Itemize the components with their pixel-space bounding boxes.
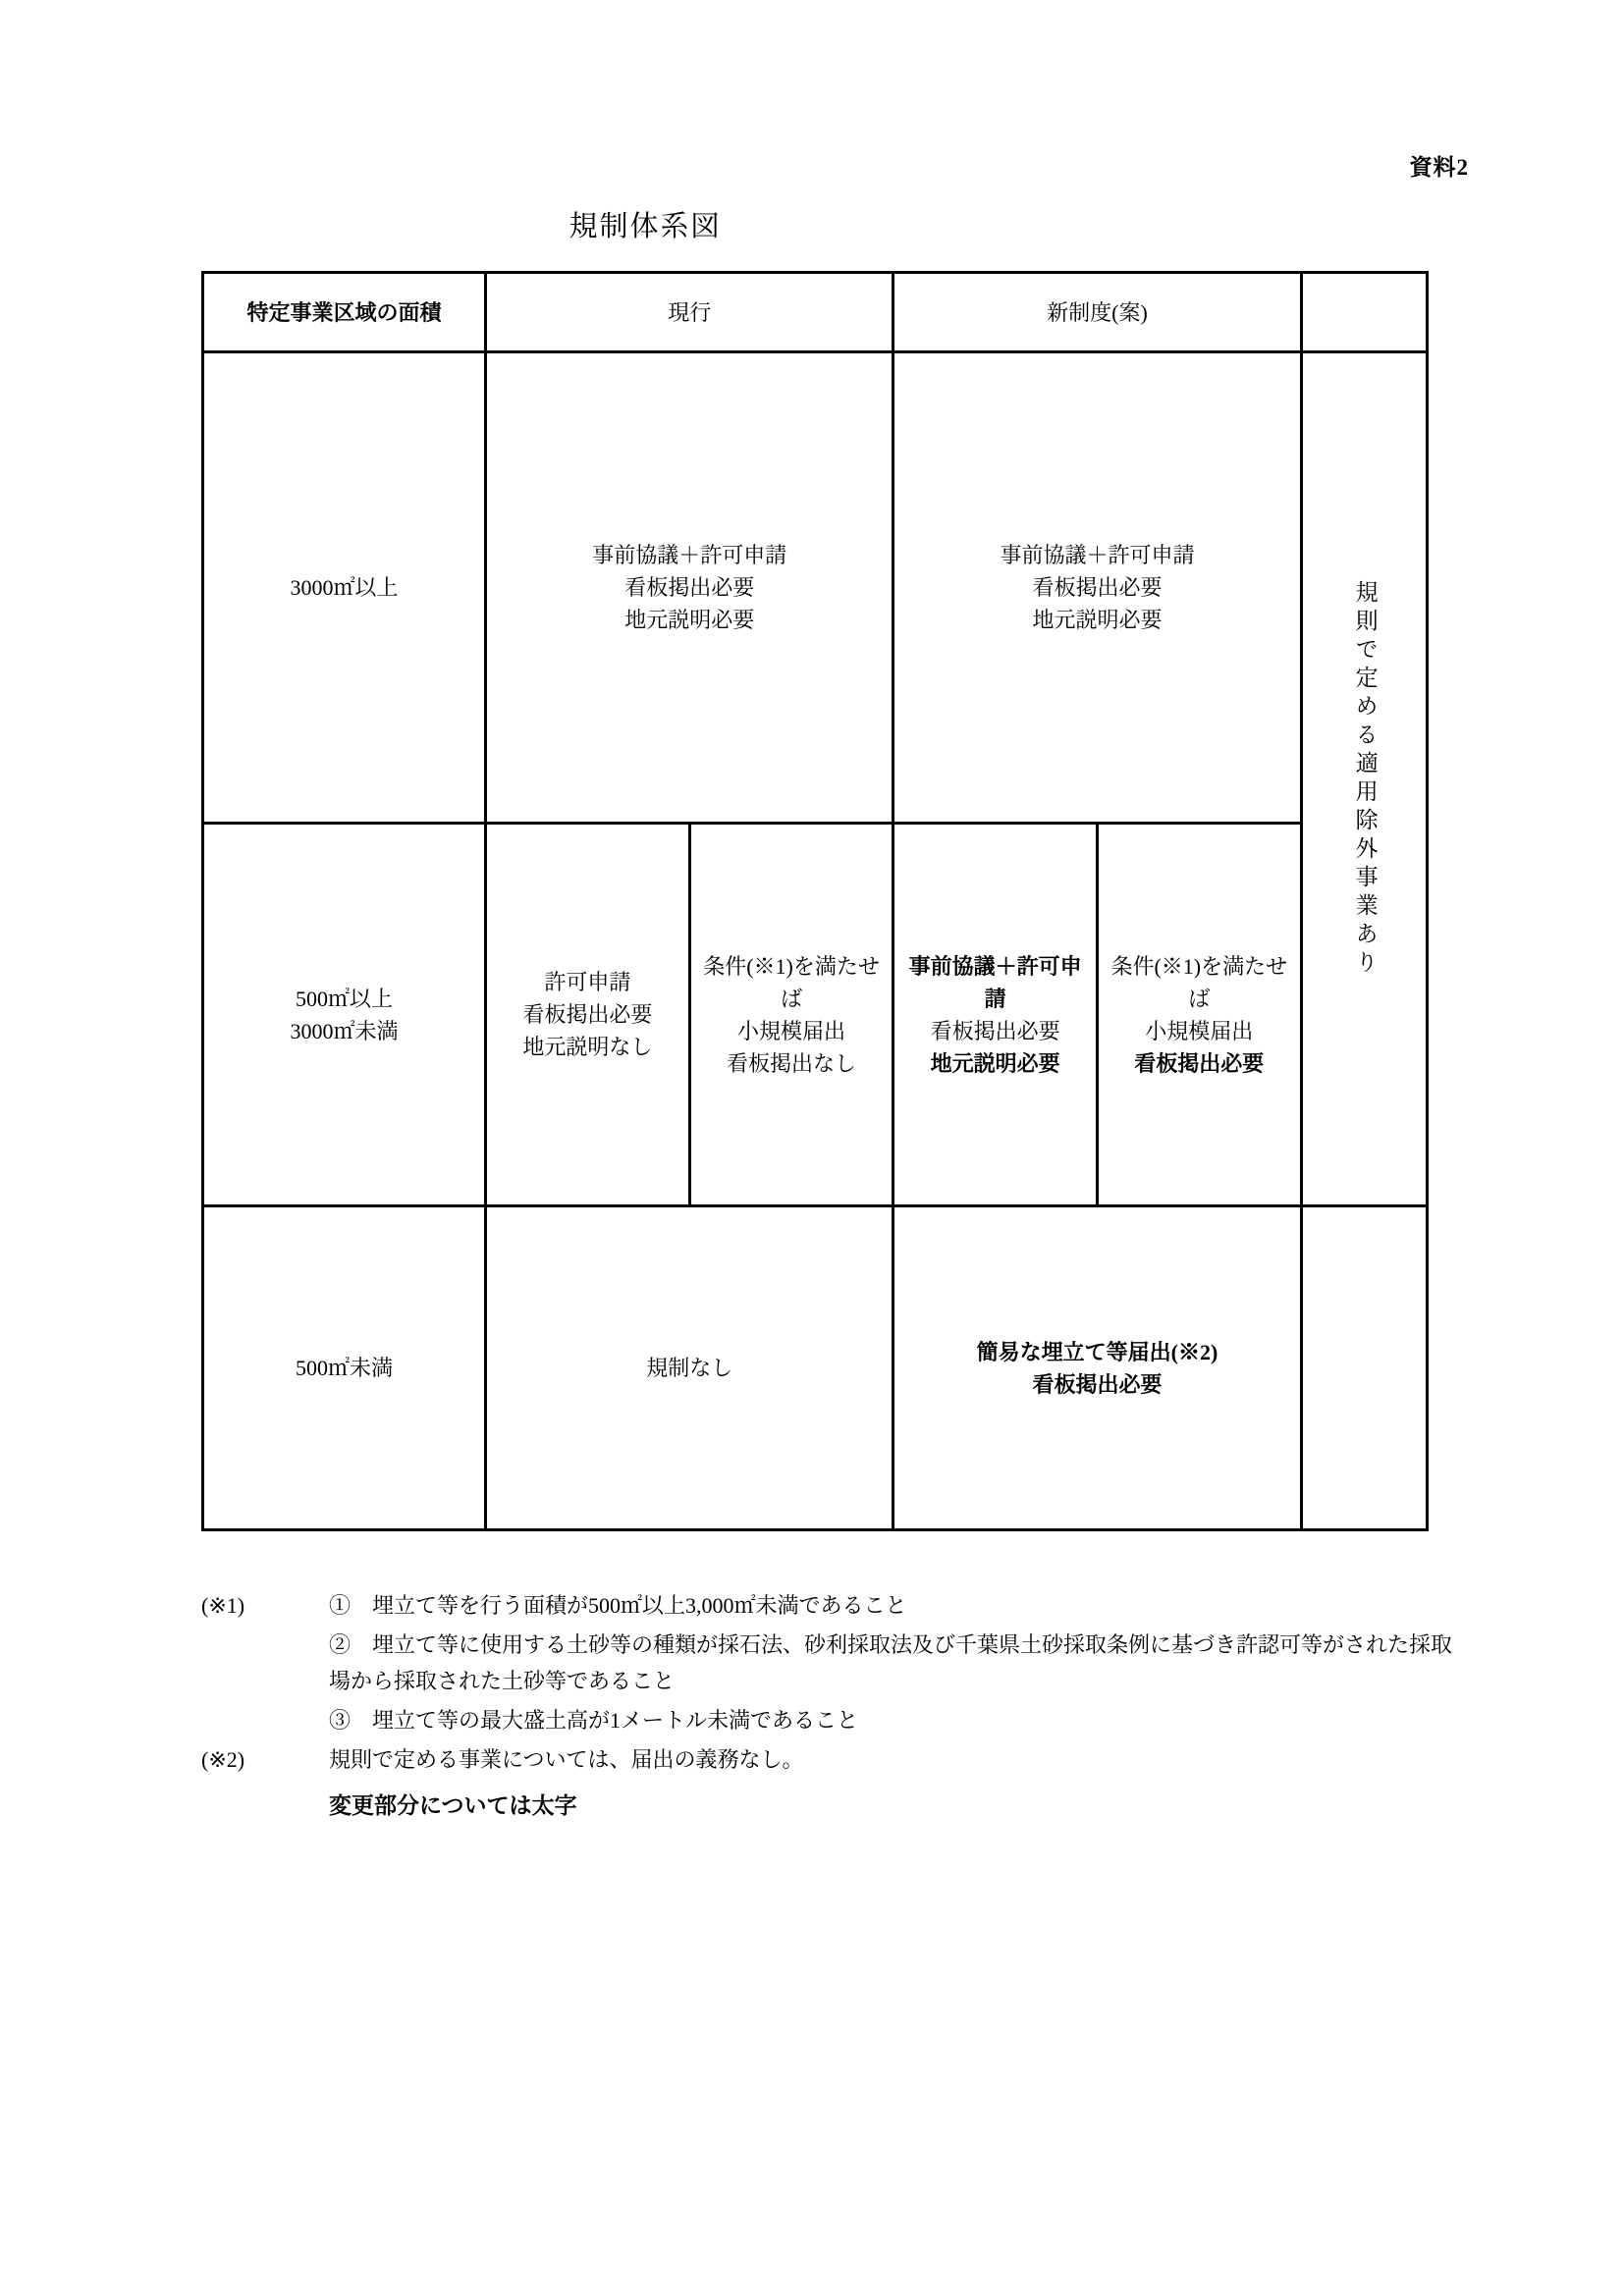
cell-line: 簡易な埋立て等届出(※2) (976, 1339, 1218, 1364)
cell-new-3000 (893, 352, 1301, 824)
note-1-tag: (※1) (201, 1593, 245, 1618)
cell-new-500-3000-main (893, 824, 1098, 1206)
row-label-500-3000 (203, 824, 486, 1206)
note-2 (201, 1742, 1458, 1778)
cell-line: 地元説明なし (522, 1035, 653, 1059)
cell-new-under-500 (893, 1206, 1301, 1530)
exempt-vertical-text: 規則で定める適用除外事業あり (1352, 579, 1378, 979)
note-1-item-1: ① 埋立て等を行う面積が500㎡以上3,000㎡未満であること (329, 1593, 907, 1618)
cell-line: 条件(※1)を満たせば (703, 953, 880, 1011)
header-exempt-spacer (1301, 273, 1427, 352)
row-label-line: 3000㎡未満 (290, 1018, 399, 1043)
cell-line: 事前協議＋許可申請 (592, 543, 787, 567)
header-area: 特定事業区域の面積 (203, 273, 486, 352)
cell-line: 許可申請 (544, 970, 631, 994)
cell-line: 看板掲出必要 (624, 575, 755, 600)
cell-line: 看板掲出必要 (930, 1018, 1060, 1043)
cell-current-3000 (486, 352, 893, 824)
bold-change-note: 変更部分については太字 (329, 1793, 577, 1819)
note-1 (201, 1588, 1458, 1624)
cell-line: 小規模届出 (737, 1018, 846, 1043)
note-2-text: 規則で定める事業については、届出の義務なし。 (329, 1747, 804, 1773)
row-label-3000: 3000㎡以上 (203, 352, 486, 824)
cell-line: 事前協議＋許可申請 (1000, 543, 1195, 567)
row-label-under-500: 500㎡未満 (203, 1206, 486, 1530)
regulation-table (201, 271, 1429, 1531)
row-label-line: 500㎡以上 (296, 986, 394, 1011)
cell-exempt-note (1301, 352, 1427, 1206)
table-header-row (203, 273, 1428, 352)
cell-current-under-500: 規制なし (486, 1206, 893, 1530)
cell-line: 看板掲出必要 (1032, 575, 1163, 600)
table-row (203, 824, 1428, 1206)
cell-line: 地元説明必要 (930, 1050, 1060, 1076)
footnotes (201, 1588, 1458, 1825)
note-2-tag: (※2) (201, 1747, 245, 1773)
document-number: 資料2 (1409, 155, 1469, 180)
page-title: 規制体系図 (568, 211, 722, 242)
header-new: 新制度(案) (893, 273, 1301, 352)
cell-new-500-3000-condition (1098, 824, 1302, 1206)
note-1-item-2: ② 埋立て等に使用する土砂等の種類が採石法、砂利採取法及び千葉県土砂採取条例に基づき許認可等がされた採取場から採取された土砂等であること (329, 1632, 1453, 1693)
cell-current-500-3000-condition (689, 824, 893, 1206)
cell-line: 看板掲出必要 (1134, 1050, 1265, 1076)
cell-line: 看板掲出必要 (522, 1002, 653, 1027)
cell-line: 地元説明必要 (624, 608, 755, 632)
cell-line: 看板掲出必要 (1032, 1371, 1163, 1397)
cell-line: 小規模届出 (1145, 1018, 1254, 1043)
cell-line: 事前協議＋許可申請 (908, 953, 1082, 1011)
cell-exempt-bottom (1301, 1206, 1427, 1530)
note-1-item-3: ③ 埋立て等の最大盛土高が1メートル未満であること (329, 1707, 859, 1733)
cell-line: 地元説明必要 (1032, 608, 1163, 632)
table-row (203, 352, 1428, 824)
header-current: 現行 (486, 273, 893, 352)
table-row (203, 1206, 1428, 1530)
cell-current-500-3000-main (486, 824, 690, 1206)
cell-line: 条件(※1)を満たせば (1110, 953, 1288, 1011)
cell-line: 看板掲出なし (727, 1050, 857, 1076)
